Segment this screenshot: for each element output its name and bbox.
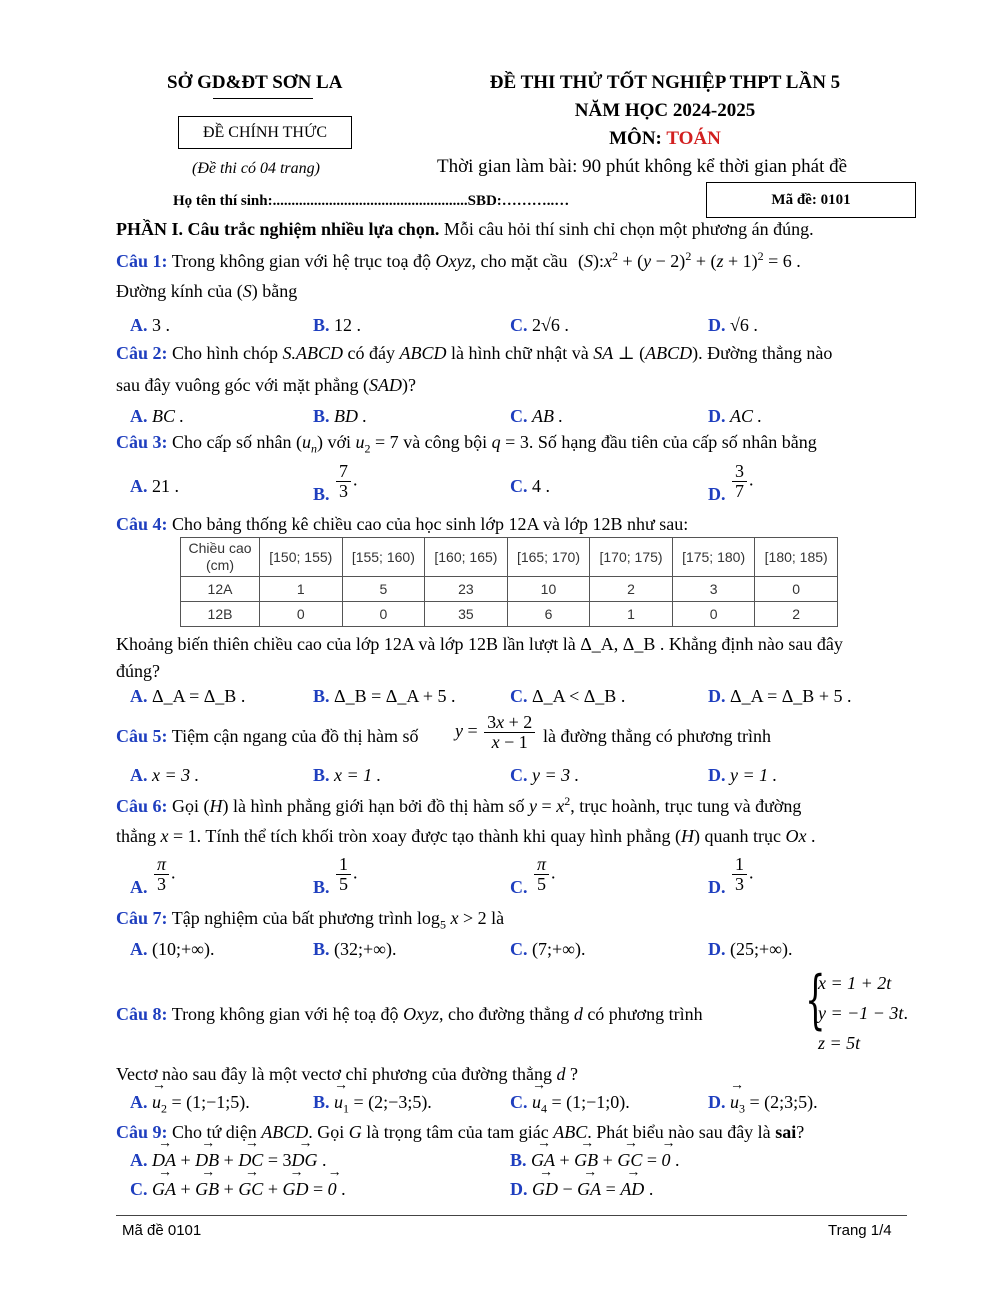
- question-9: Câu 9: Cho tứ diện ABCD. Gọi G là trọng tâm của tam giác ABC. Phát biểu nào sau đây là sai?: [116, 1122, 805, 1142]
- table-cell: 0: [755, 577, 838, 602]
- footer-page: Trang 1/4: [828, 1222, 892, 1239]
- q6-option-a: A. $\frac{\pi}{3}$ .: [130, 854, 176, 897]
- q2-option-d: D. AC .: [708, 406, 763, 426]
- q9-option-c: C. → GA + → GB + → GC + → GD = → 0 .: [130, 1179, 346, 1200]
- table-cell: 3: [672, 577, 755, 602]
- q7-option-d: D. (25;+∞).: [708, 939, 793, 959]
- q4-after2: đúng?: [116, 661, 160, 681]
- q4-option-b: B. Δ_B = Δ_A + 5 .: [313, 686, 456, 706]
- q2-option-c: C. AB .: [510, 406, 563, 426]
- q4-after: Khoảng biến thiên chiều cao của lớp 12A và lớp 12B lần lượt là Δ_A, Δ_B . Khẳng định nào sau đây: [116, 634, 843, 654]
- department-name: SỞ GD&ĐT SƠN LA: [167, 72, 343, 93]
- table-cell: 12B: [181, 602, 260, 627]
- pages-note: (Đề thi có 04 trang): [192, 160, 320, 177]
- exam-title: ĐỀ THI THỬ TỐT NGHIỆP THPT LẦN 5: [489, 72, 841, 93]
- question-7: Câu 7: Tập nghiệm của bất phương trình $\log_5 x > 2$ là: [116, 908, 505, 932]
- q1-option-b: B. 12 .: [313, 315, 362, 335]
- school-year: NĂM HỌC 2024-2025: [574, 100, 756, 121]
- question-1: Câu 1: Trong không gian với hệ trục toạ độ Oxyz, cho mặt cầu $(S):x^2 + (y - 2)^2 + (z + 1)^2 = 6$ .: [116, 249, 801, 271]
- table-cell: 1: [590, 602, 673, 627]
- part1-heading: PHẦN I. Câu trắc nghiệm nhiều lựa chọn. Mỗi câu hỏi thí sinh chỉ chọn một phương án đúng.: [116, 219, 814, 239]
- exam-code-box: Mã đề: 0101: [706, 182, 916, 218]
- table-cell: 0: [260, 602, 343, 627]
- height-table: [180, 537, 838, 627]
- q2-option-a: A. BC .: [130, 406, 185, 426]
- header-divider: [213, 98, 313, 99]
- system-eq-1: x = 1 + 2t: [818, 973, 892, 993]
- question-3: Câu 3: Cho cấp số nhân $(u_n)$ với $u_2 = 7$ và công bội q = 3. Số hạng đầu tiên của cấp số nhân bằng: [116, 432, 817, 456]
- footer-divider: [116, 1215, 907, 1216]
- q6-option-d: D. $\frac{1}{3}$ .: [708, 854, 754, 897]
- question-8: Câu 8: Trong không gian với hệ toạ độ Oxyz, cho đường thẳng d có phương trình: [116, 1004, 703, 1024]
- question-6: Câu 6: Gọi (H) là hình phẳng giới hạn bởi đồ thị hàm số $y = x^2$, trục hoành, trục tung và đường: [116, 794, 802, 816]
- table-header-cell: [155; 160): [342, 538, 425, 577]
- q7-option-b: B. (32;+∞).: [313, 939, 397, 959]
- system-eq-2: y = −1 − 3t.: [818, 1003, 908, 1023]
- question-5: Câu 5: Tiệm cận ngang của đồ thị hàm số: [116, 726, 419, 746]
- q1-option-a: A. 3 .: [130, 315, 170, 335]
- table-cell: 23: [425, 577, 508, 602]
- official-box: ĐỀ CHÍNH THỨC: [178, 116, 352, 149]
- table-row: [181, 602, 838, 627]
- q1-label: Câu 1:: [116, 251, 168, 271]
- table-cell: 1: [260, 577, 343, 602]
- q5-text2: là đường thẳng có phương trình: [543, 726, 772, 746]
- q3-option-d: D. $\frac{3}{7}$ .: [708, 461, 754, 504]
- q3-option-a: A. 21 .: [130, 476, 179, 496]
- q4-option-d: D. Δ_A = Δ_B + 5 .: [708, 686, 852, 706]
- q1-option-c: C. 2√6 .: [510, 315, 569, 335]
- q6-option-b: B. $\frac{1}{5}$ .: [313, 854, 358, 897]
- q1-line2: Đường kính của (S) bằng: [116, 281, 298, 301]
- q3-option-c: C. 4 .: [510, 476, 550, 496]
- q5-option-a: A. x = 3 .: [130, 765, 200, 785]
- subject-line: MÔN: TOÁN: [609, 128, 721, 149]
- q8-line2: Vectơ nào sau đây là một vectơ chỉ phương của đường thẳng d ?: [116, 1064, 578, 1084]
- table-cell: 2: [590, 577, 673, 602]
- table-cell: 12A: [181, 577, 260, 602]
- q8-option-a: A. → $u_2$ = (1;−1;5).: [130, 1092, 250, 1117]
- q5-option-d: D. y = 1 .: [708, 765, 778, 785]
- table-header-row: [181, 538, 838, 577]
- table-header-cell: [160; 165): [425, 538, 508, 577]
- q7-option-c: C. (7;+∞).: [510, 939, 586, 959]
- table-header-cell: [175; 180): [672, 538, 755, 577]
- q8-option-d: D. → $u_3$ = (2;3;5).: [708, 1092, 818, 1117]
- q8-option-c: C. → $u_4$ = (1;−1;0).: [510, 1092, 630, 1117]
- table-cell: 0: [672, 602, 755, 627]
- table-cell: 6: [507, 602, 590, 627]
- q2-line2: sau đây vuông góc với mặt phẳng (SAD)?: [116, 375, 416, 395]
- q5-option-b: B. x = 1 .: [313, 765, 382, 785]
- q7-option-a: A. (10;+∞).: [130, 939, 215, 959]
- q5-option-c: C. y = 3 .: [510, 765, 580, 785]
- time-allowed: Thời gian làm bài: 90 phút không kể thời gian phát đề: [437, 156, 848, 177]
- table-header-cell: [165; 170): [507, 538, 590, 577]
- table-header-cell: [180; 185): [755, 538, 838, 577]
- table-cell: 10: [507, 577, 590, 602]
- q2-option-b: B. BD .: [313, 406, 368, 426]
- table-cell: 35: [425, 602, 508, 627]
- table-header-cell: Chiều cao (cm): [181, 538, 260, 577]
- q6-option-c: C. $\frac{\pi}{5}$ .: [510, 854, 556, 897]
- system-brace: {: [805, 963, 826, 1037]
- q5-function: y = $\frac{3x + 2}{x - 1}$: [455, 713, 537, 752]
- table-header-cell: [170; 175): [590, 538, 673, 577]
- q9-option-d: D. → GD − → GA = → AD .: [510, 1179, 653, 1200]
- subject-name: TOÁN: [666, 128, 721, 149]
- footer-code: Mã đề 0101: [122, 1222, 202, 1239]
- q9-option-b: B. → GA + → GB + → GC = → 0 .: [510, 1150, 680, 1171]
- table-cell: 5: [342, 577, 425, 602]
- table-row: [181, 577, 838, 602]
- table-cell: 2: [755, 602, 838, 627]
- question-4: Câu 4: Cho bảng thống kê chiều cao của học sinh lớp 12A và lớp 12B như sau:: [116, 514, 689, 534]
- q6-line2: thẳng x = 1. Tính thể tích khối tròn xoay được tạo thành khi quay hình phẳng (H) quanh trục Ox .: [116, 826, 816, 846]
- system-eq-3: z = 5t: [818, 1033, 861, 1053]
- q8-option-b: B. → $u_1$ = (2;−3;5).: [313, 1092, 432, 1117]
- q9-option-a: A. → DA + → DB + → DC = 3→ DG .: [130, 1150, 326, 1171]
- table-header-cell: [150; 155): [260, 538, 343, 577]
- q1-option-d: D. √6 .: [708, 315, 758, 335]
- question-2: Câu 2: Cho hình chóp S.ABCD có đáy ABCD là hình chữ nhật và SA ⊥ (ABCD). Đường thẳng nào: [116, 343, 833, 363]
- q4-option-a: A. Δ_A = Δ_B .: [130, 686, 246, 706]
- candidate-line: Họ tên thí sinh:....................................................SBD:………..…: [173, 193, 570, 209]
- q3-option-b: B. $\frac{7}{3}$ .: [313, 461, 358, 504]
- q4-option-c: C. Δ_A < Δ_B .: [510, 686, 626, 706]
- table-cell: 0: [342, 602, 425, 627]
